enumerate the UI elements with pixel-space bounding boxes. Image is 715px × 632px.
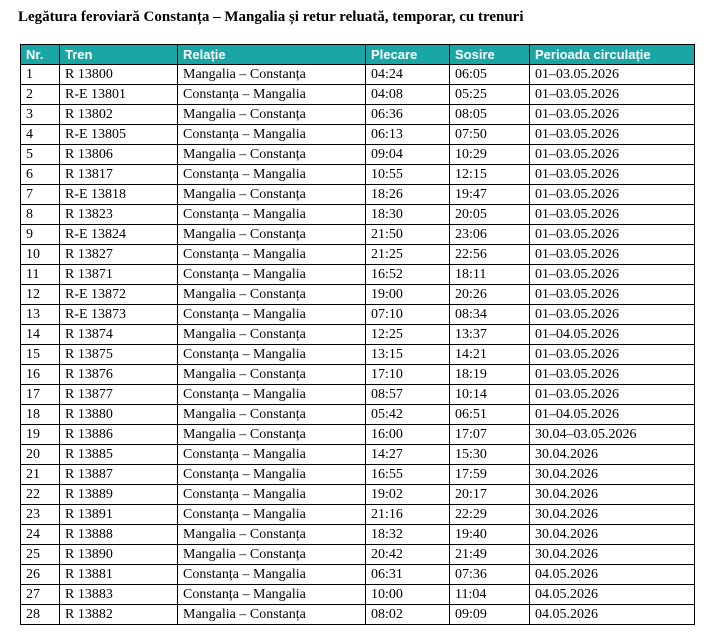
cell-nr: 12 bbox=[21, 285, 60, 305]
cell-perioada: 01–03.05.2026 bbox=[530, 145, 695, 165]
cell-perioada: 01–03.05.2026 bbox=[530, 105, 695, 125]
cell-perioada: 01–04.05.2026 bbox=[530, 325, 695, 345]
cell-relatie: Constanța – Mangalia bbox=[178, 265, 366, 285]
cell-plecare: 10:00 bbox=[366, 585, 450, 605]
cell-plecare: 12:25 bbox=[366, 325, 450, 345]
cell-plecare: 13:15 bbox=[366, 345, 450, 365]
cell-nr: 8 bbox=[21, 205, 60, 225]
cell-relatie: Mangalia – Constanța bbox=[178, 145, 366, 165]
cell-plecare: 05:42 bbox=[366, 405, 450, 425]
cell-relatie: Constanța – Mangalia bbox=[178, 445, 366, 465]
cell-plecare: 14:27 bbox=[366, 445, 450, 465]
cell-sosire: 08:05 bbox=[450, 105, 530, 125]
cell-sosire: 14:21 bbox=[450, 345, 530, 365]
cell-perioada: 30.04.2026 bbox=[530, 525, 695, 545]
cell-nr: 3 bbox=[21, 105, 60, 125]
document-title: Legătura feroviară Constanța – Mangalia și retur reluată, temporar, cu trenuri bbox=[18, 9, 524, 25]
cell-tren: R 13876 bbox=[60, 365, 178, 385]
table-row bbox=[21, 65, 695, 85]
header-sosire: Sosire bbox=[450, 45, 530, 65]
cell-plecare: 08:57 bbox=[366, 385, 450, 405]
cell-relatie: Constanța – Mangalia bbox=[178, 485, 366, 505]
cell-nr: 18 bbox=[21, 405, 60, 425]
cell-plecare: 16:52 bbox=[366, 265, 450, 285]
cell-nr: 25 bbox=[21, 545, 60, 565]
cell-sosire: 20:26 bbox=[450, 285, 530, 305]
cell-nr: 16 bbox=[21, 365, 60, 385]
cell-nr: 4 bbox=[21, 125, 60, 145]
cell-sosire: 17:07 bbox=[450, 425, 530, 445]
cell-relatie: Mangalia – Constanța bbox=[178, 545, 366, 565]
cell-relatie: Mangalia – Constanța bbox=[178, 425, 366, 445]
table-row bbox=[21, 565, 695, 585]
cell-sosire: 10:29 bbox=[450, 145, 530, 165]
cell-tren: R-E 13801 bbox=[60, 85, 178, 105]
table-row bbox=[21, 445, 695, 465]
cell-perioada: 04.05.2026 bbox=[530, 565, 695, 585]
cell-nr: 5 bbox=[21, 145, 60, 165]
table-row bbox=[21, 305, 695, 325]
table-row bbox=[21, 465, 695, 485]
cell-tren: R 13883 bbox=[60, 585, 178, 605]
cell-sosire: 06:51 bbox=[450, 405, 530, 425]
table-row bbox=[21, 425, 695, 445]
cell-relatie: Constanța – Mangalia bbox=[178, 385, 366, 405]
cell-relatie: Mangalia – Constanța bbox=[178, 285, 366, 305]
cell-perioada: 01–03.05.2026 bbox=[530, 345, 695, 365]
cell-tren: R-E 13805 bbox=[60, 125, 178, 145]
cell-sosire: 07:36 bbox=[450, 565, 530, 585]
cell-tren: R 13890 bbox=[60, 545, 178, 565]
cell-plecare: 06:13 bbox=[366, 125, 450, 145]
cell-tren: R-E 13873 bbox=[60, 305, 178, 325]
table-row bbox=[21, 585, 695, 605]
cell-tren: R 13889 bbox=[60, 485, 178, 505]
cell-sosire: 17:59 bbox=[450, 465, 530, 485]
cell-tren: R 13886 bbox=[60, 425, 178, 445]
cell-relatie: Mangalia – Constanța bbox=[178, 405, 366, 425]
cell-sosire: 13:37 bbox=[450, 325, 530, 345]
cell-nr: 24 bbox=[21, 525, 60, 545]
cell-sosire: 20:17 bbox=[450, 485, 530, 505]
cell-tren: R 13877 bbox=[60, 385, 178, 405]
cell-relatie: Mangalia – Constanța bbox=[178, 105, 366, 125]
header-relatie: Relație bbox=[178, 45, 366, 65]
cell-nr: 14 bbox=[21, 325, 60, 345]
cell-plecare: 06:31 bbox=[366, 565, 450, 585]
cell-nr: 15 bbox=[21, 345, 60, 365]
cell-nr: 9 bbox=[21, 225, 60, 245]
cell-relatie: Mangalia – Constanța bbox=[178, 325, 366, 345]
cell-nr: 28 bbox=[21, 605, 60, 625]
cell-plecare: 19:00 bbox=[366, 285, 450, 305]
cell-sosire: 07:50 bbox=[450, 125, 530, 145]
cell-plecare: 21:25 bbox=[366, 245, 450, 265]
cell-relatie: Mangalia – Constanța bbox=[178, 65, 366, 85]
cell-plecare: 04:24 bbox=[366, 65, 450, 85]
cell-relatie: Constanța – Mangalia bbox=[178, 505, 366, 525]
cell-relatie: Constanța – Mangalia bbox=[178, 165, 366, 185]
table-row bbox=[21, 145, 695, 165]
table-row bbox=[21, 265, 695, 285]
cell-tren: R 13888 bbox=[60, 525, 178, 545]
header-tren: Tren bbox=[60, 45, 178, 65]
cell-sosire: 20:05 bbox=[450, 205, 530, 225]
cell-tren: R 13871 bbox=[60, 265, 178, 285]
table-row bbox=[21, 185, 695, 205]
table-row bbox=[21, 485, 695, 505]
cell-perioada: 01–03.05.2026 bbox=[530, 245, 695, 265]
cell-relatie: Constanța – Mangalia bbox=[178, 585, 366, 605]
table-row bbox=[21, 285, 695, 305]
cell-nr: 1 bbox=[21, 65, 60, 85]
cell-perioada: 01–03.05.2026 bbox=[530, 85, 695, 105]
cell-perioada: 01–03.05.2026 bbox=[530, 305, 695, 325]
cell-perioada: 04.05.2026 bbox=[530, 585, 695, 605]
table-row bbox=[21, 405, 695, 425]
table-row bbox=[21, 605, 695, 625]
cell-nr: 10 bbox=[21, 245, 60, 265]
cell-perioada: 01–03.05.2026 bbox=[530, 385, 695, 405]
cell-relatie: Constanța – Mangalia bbox=[178, 205, 366, 225]
cell-plecare: 16:55 bbox=[366, 465, 450, 485]
cell-perioada: 30.04.2026 bbox=[530, 445, 695, 465]
cell-nr: 26 bbox=[21, 565, 60, 585]
cell-tren: R 13827 bbox=[60, 245, 178, 265]
cell-relatie: Constanța – Mangalia bbox=[178, 245, 366, 265]
header-perioada: Perioada circulație bbox=[530, 45, 695, 65]
cell-sosire: 19:40 bbox=[450, 525, 530, 545]
table-row bbox=[21, 545, 695, 565]
cell-relatie: Constanța – Mangalia bbox=[178, 465, 366, 485]
cell-tren: R 13887 bbox=[60, 465, 178, 485]
cell-tren: R 13885 bbox=[60, 445, 178, 465]
cell-sosire: 22:29 bbox=[450, 505, 530, 525]
cell-plecare: 06:36 bbox=[366, 105, 450, 125]
cell-sosire: 06:05 bbox=[450, 65, 530, 85]
cell-plecare: 10:55 bbox=[366, 165, 450, 185]
cell-relatie: Mangalia – Constanța bbox=[178, 525, 366, 545]
cell-nr: 20 bbox=[21, 445, 60, 465]
cell-relatie: Constanța – Mangalia bbox=[178, 305, 366, 325]
cell-nr: 7 bbox=[21, 185, 60, 205]
cell-perioada: 30.04.2026 bbox=[530, 485, 695, 505]
cell-perioada: 30.04–03.05.2026 bbox=[530, 425, 695, 445]
cell-sosire: 23:06 bbox=[450, 225, 530, 245]
cell-sosire: 12:15 bbox=[450, 165, 530, 185]
table-header-row bbox=[21, 45, 695, 65]
cell-sosire: 05:25 bbox=[450, 85, 530, 105]
cell-perioada: 01–04.05.2026 bbox=[530, 405, 695, 425]
cell-perioada: 30.04.2026 bbox=[530, 505, 695, 525]
cell-plecare: 21:50 bbox=[366, 225, 450, 245]
cell-nr: 2 bbox=[21, 85, 60, 105]
cell-relatie: Constanța – Mangalia bbox=[178, 125, 366, 145]
cell-sosire: 18:11 bbox=[450, 265, 530, 285]
table-row bbox=[21, 165, 695, 185]
cell-tren: R 13800 bbox=[60, 65, 178, 85]
table-row bbox=[21, 85, 695, 105]
cell-plecare: 08:02 bbox=[366, 605, 450, 625]
cell-sosire: 08:34 bbox=[450, 305, 530, 325]
cell-relatie: Mangalia – Constanța bbox=[178, 605, 366, 625]
train-schedule-table bbox=[20, 44, 695, 625]
cell-nr: 27 bbox=[21, 585, 60, 605]
cell-relatie: Constanța – Mangalia bbox=[178, 85, 366, 105]
cell-relatie: Mangalia – Constanța bbox=[178, 365, 366, 385]
cell-plecare: 18:26 bbox=[366, 185, 450, 205]
cell-perioada: 01–03.05.2026 bbox=[530, 225, 695, 245]
cell-nr: 22 bbox=[21, 485, 60, 505]
cell-nr: 17 bbox=[21, 385, 60, 405]
table-row bbox=[21, 345, 695, 365]
cell-nr: 21 bbox=[21, 465, 60, 485]
cell-plecare: 07:10 bbox=[366, 305, 450, 325]
cell-sosire: 10:14 bbox=[450, 385, 530, 405]
cell-perioada: 01–03.05.2026 bbox=[530, 365, 695, 385]
table-row bbox=[21, 205, 695, 225]
cell-plecare: 04:08 bbox=[366, 85, 450, 105]
table-row bbox=[21, 325, 695, 345]
cell-nr: 11 bbox=[21, 265, 60, 285]
cell-perioada: 01–03.05.2026 bbox=[530, 205, 695, 225]
cell-perioada: 04.05.2026 bbox=[530, 605, 695, 625]
cell-plecare: 18:30 bbox=[366, 205, 450, 225]
cell-perioada: 01–03.05.2026 bbox=[530, 285, 695, 305]
table-row bbox=[21, 105, 695, 125]
cell-nr: 6 bbox=[21, 165, 60, 185]
table-row bbox=[21, 245, 695, 265]
cell-tren: R 13882 bbox=[60, 605, 178, 625]
table-row bbox=[21, 365, 695, 385]
cell-plecare: 21:16 bbox=[366, 505, 450, 525]
cell-plecare: 17:10 bbox=[366, 365, 450, 385]
cell-nr: 23 bbox=[21, 505, 60, 525]
table-row bbox=[21, 125, 695, 145]
cell-sosire: 22:56 bbox=[450, 245, 530, 265]
table-row bbox=[21, 385, 695, 405]
cell-tren: R-E 13872 bbox=[60, 285, 178, 305]
cell-relatie: Constanța – Mangalia bbox=[178, 565, 366, 585]
cell-relatie: Constanța – Mangalia bbox=[178, 345, 366, 365]
cell-tren: R-E 13824 bbox=[60, 225, 178, 245]
cell-sosire: 11:04 bbox=[450, 585, 530, 605]
cell-tren: R 13880 bbox=[60, 405, 178, 425]
cell-tren: R 13874 bbox=[60, 325, 178, 345]
cell-nr: 19 bbox=[21, 425, 60, 445]
cell-perioada: 30.04.2026 bbox=[530, 465, 695, 485]
cell-sosire: 09:09 bbox=[450, 605, 530, 625]
cell-tren: R 13823 bbox=[60, 205, 178, 225]
cell-tren: R 13891 bbox=[60, 505, 178, 525]
cell-perioada: 30.04.2026 bbox=[530, 545, 695, 565]
cell-plecare: 20:42 bbox=[366, 545, 450, 565]
cell-relatie: Mangalia – Constanța bbox=[178, 185, 366, 205]
cell-nr: 13 bbox=[21, 305, 60, 325]
cell-plecare: 09:04 bbox=[366, 145, 450, 165]
cell-tren: R 13817 bbox=[60, 165, 178, 185]
cell-perioada: 01–03.05.2026 bbox=[530, 65, 695, 85]
cell-plecare: 19:02 bbox=[366, 485, 450, 505]
cell-perioada: 01–03.05.2026 bbox=[530, 185, 695, 205]
cell-sosire: 21:49 bbox=[450, 545, 530, 565]
cell-relatie: Mangalia – Constanța bbox=[178, 225, 366, 245]
cell-plecare: 16:00 bbox=[366, 425, 450, 445]
table-row bbox=[21, 225, 695, 245]
cell-tren: R 13802 bbox=[60, 105, 178, 125]
cell-tren: R 13806 bbox=[60, 145, 178, 165]
cell-sosire: 19:47 bbox=[450, 185, 530, 205]
cell-plecare: 18:32 bbox=[366, 525, 450, 545]
cell-perioada: 01–03.05.2026 bbox=[530, 265, 695, 285]
header-nr: Nr. bbox=[21, 45, 60, 65]
cell-tren: R 13881 bbox=[60, 565, 178, 585]
table-row bbox=[21, 505, 695, 525]
cell-perioada: 01–03.05.2026 bbox=[530, 125, 695, 145]
cell-tren: R-E 13818 bbox=[60, 185, 178, 205]
table-row bbox=[21, 525, 695, 545]
cell-perioada: 01–03.05.2026 bbox=[530, 165, 695, 185]
cell-tren: R 13875 bbox=[60, 345, 178, 365]
cell-sosire: 15:30 bbox=[450, 445, 530, 465]
cell-sosire: 18:19 bbox=[450, 365, 530, 385]
header-plecare: Plecare bbox=[366, 45, 450, 65]
